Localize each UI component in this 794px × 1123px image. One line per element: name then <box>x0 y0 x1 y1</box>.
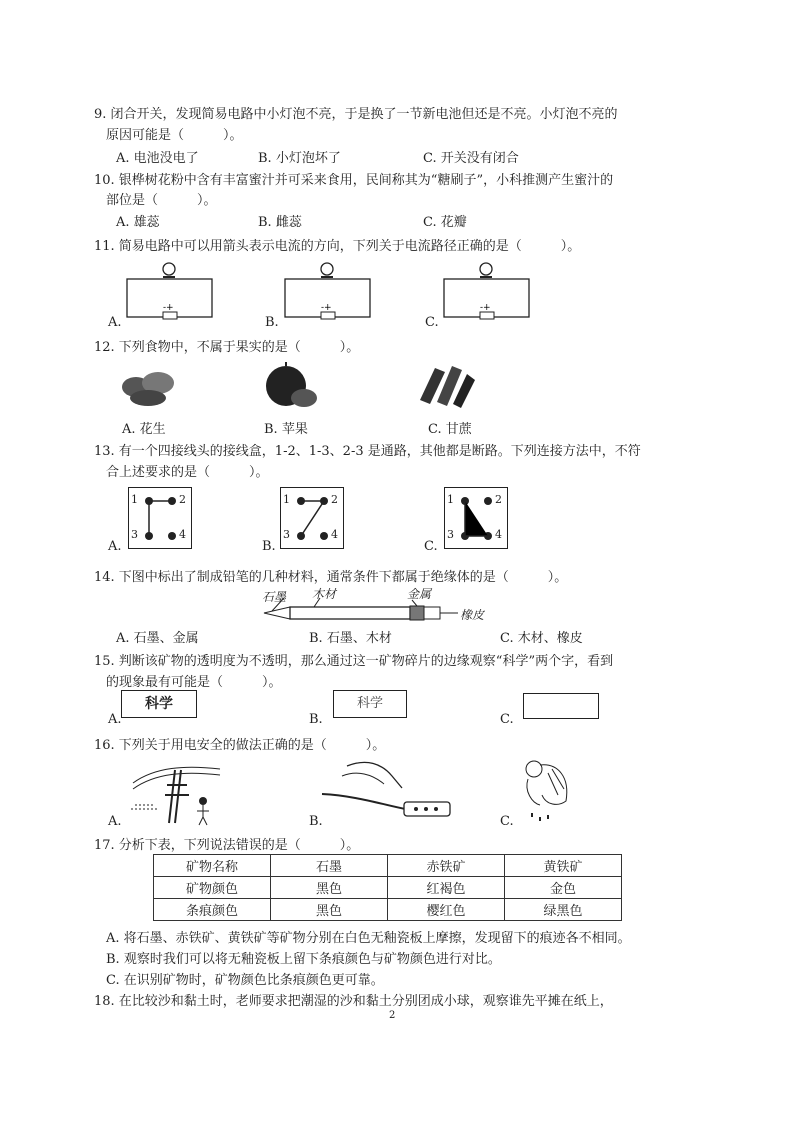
q12-option-a[interactable]: A. 花生 <box>122 422 166 437</box>
q13-box-b <box>280 487 344 549</box>
wood-label: 木材 <box>312 587 337 601</box>
q15-box-a: 科学 <box>121 690 197 718</box>
q9-option-a[interactable]: A. 电池没电了 <box>116 151 199 166</box>
q14-option-b[interactable]: B. 石墨、木材 <box>309 631 392 646</box>
q12-option-c[interactable]: C. 甘蔗 <box>428 422 472 437</box>
svg-text:-+: -+ <box>480 303 491 313</box>
q11-option-b[interactable]: B. <box>265 315 279 330</box>
q9-option-b[interactable]: B. 小灯泡坏了 <box>258 151 341 166</box>
q17-option-c[interactable]: C. 在识别矿物时，矿物颜色比条痕颜色更可靠。 <box>106 973 384 988</box>
q16-option-b[interactable]: B. <box>309 814 323 829</box>
q14-option-c[interactable]: C. 木材、橡皮 <box>500 631 583 646</box>
q13-stem-line1: 13. 有一个四接线头的接线盒，1-2、1-3、2-3 是通路，其他都是断路。下列连接方法中，不符 <box>94 444 641 459</box>
q16-stem: 16. 下列关于用电安全的做法正确的是（ ）。 <box>94 738 386 753</box>
svg-text:-+: -+ <box>321 303 332 313</box>
pencil-diagram <box>262 592 462 622</box>
q17-stem: 17. 分析下表，下列说法错误的是（ ）。 <box>94 838 360 853</box>
q11-circuit-a <box>127 255 217 325</box>
terminal-3-label: 3 <box>131 528 138 541</box>
q16-image-b <box>322 758 462 828</box>
q13-option-c[interactable]: C. <box>424 539 438 554</box>
q16-option-a[interactable]: A. <box>108 814 122 829</box>
terminal-1-label: 1 <box>447 493 454 506</box>
graphite-label: 石墨 <box>262 590 287 604</box>
table-cell: 矿物名称 <box>154 855 271 877</box>
q14-option-a[interactable]: A. 石墨、金属 <box>116 631 199 646</box>
q15-box-b: 科学 <box>333 690 407 718</box>
table-cell: 条痕颜色 <box>154 899 271 921</box>
q10-stem-line1: 10. 银桦树花粉中含有丰富蜜汁并可采来食用，民间称其为“糖刷子”，小科推测产生蜜汁的 <box>94 173 614 188</box>
q11-stem: 11. 简易电路中可以用箭头表示电流的方向，下列关于电流路径正确的是（ ）。 <box>94 239 581 254</box>
table-cell: 绿黑色 <box>505 899 622 921</box>
q9-stem-line2: 原因可能是（ ）。 <box>106 128 243 143</box>
peanut-image <box>118 365 183 410</box>
q11-option-c[interactable]: C. <box>425 315 439 330</box>
table-cell: 赤铁矿 <box>388 855 505 877</box>
q10-option-c[interactable]: C. 花瓣 <box>423 215 467 230</box>
q11-option-a[interactable]: A. <box>108 315 122 330</box>
q13-box-a <box>128 487 192 549</box>
q9-option-c[interactable]: C. 开关没有闭合 <box>423 151 519 166</box>
terminal-2-label: 2 <box>331 493 338 506</box>
q9-stem-line1: 9. 闭合开关，发现简易电路中小灯泡不亮，于是换了一节新电池但还是不亮。小灯泡不亮的 <box>94 107 618 122</box>
q17-option-a[interactable]: A. 将石墨、赤铁矿、黄铁矿等矿物分别在白色无釉瓷板上摩擦，发现留下的痕迹各不相同。 <box>106 931 631 946</box>
metal-label: 金属 <box>407 587 432 601</box>
terminal-4-label: 4 <box>495 528 502 541</box>
q12-stem: 12. 下列食物中，不属于果实的是（ ）。 <box>94 340 360 355</box>
eraser-label: 橡皮 <box>460 608 485 622</box>
table-cell: 黄铁矿 <box>505 855 622 877</box>
sugarcane-image <box>415 360 477 412</box>
q11-circuit-b <box>285 255 375 325</box>
table-cell: 黑色 <box>271 899 388 921</box>
q13-option-b[interactable]: B. <box>262 539 276 554</box>
table-cell: 石墨 <box>271 855 388 877</box>
table-cell: 矿物颜色 <box>154 877 271 899</box>
q15-box-c <box>523 693 599 719</box>
apple-image <box>262 362 322 412</box>
table-row <box>154 855 622 877</box>
q13-box-c <box>444 487 508 549</box>
page-number: 2 <box>389 1010 396 1021</box>
q16-image-a <box>125 755 225 825</box>
table-cell: 红褐色 <box>388 877 505 899</box>
q13-stem-line2: 合上述要求的是（ ）。 <box>106 465 269 480</box>
table-cell: 黑色 <box>271 877 388 899</box>
terminal-4-label: 4 <box>331 528 338 541</box>
q10-option-b[interactable]: B. 雌蕊 <box>258 215 302 230</box>
terminal-3-label: 3 <box>447 528 454 541</box>
q15-option-b[interactable]: B. <box>309 712 323 727</box>
table-cell: 金色 <box>505 877 622 899</box>
terminal-1-label: 1 <box>283 493 290 506</box>
q10-option-a[interactable]: A. 雄蕊 <box>116 215 160 230</box>
terminal-1-label: 1 <box>131 493 138 506</box>
q10-stem-line2: 部位是（ ）。 <box>106 193 217 208</box>
terminal-4-label: 4 <box>179 528 186 541</box>
q16-option-c[interactable]: C. <box>500 814 514 829</box>
q15-stem-line2: 的现象最有可能是（ ）。 <box>106 675 282 690</box>
mineral-table <box>153 854 622 921</box>
table-row <box>154 877 622 899</box>
terminal-2-label: 2 <box>495 493 502 506</box>
table-cell: 樱红色 <box>388 899 505 921</box>
table-row <box>154 899 622 921</box>
q11-circuit-c <box>444 255 534 325</box>
q15-stem-line1: 15. 判断该矿物的透明度为不透明，那么通过这一矿物碎片的边缘观察“科学”两个字，看到 <box>94 654 614 669</box>
q14-stem: 14. 下图中标出了制成铅笔的几种材料，通常条件下都属于绝缘体的是（ ）。 <box>94 570 568 585</box>
q18-stem: 18. 在比较沙和黏土时，老师要求把潮湿的沙和黏土分别团成小球，观察谁先平摊在纸上， <box>94 994 613 1009</box>
terminal-2-label: 2 <box>179 493 186 506</box>
q16-image-c <box>518 755 578 830</box>
q12-option-b[interactable]: B. 苹果 <box>264 422 308 437</box>
q17-option-b[interactable]: B. 观察时我们可以将无釉瓷板上留下条痕颜色与矿物颜色进行对比。 <box>106 952 501 967</box>
q13-option-a[interactable]: A. <box>108 539 122 554</box>
q15-option-a[interactable]: A. <box>108 712 122 727</box>
terminal-3-label: 3 <box>283 528 290 541</box>
q15-option-c[interactable]: C. <box>500 712 514 727</box>
svg-text:-+: -+ <box>163 303 174 313</box>
